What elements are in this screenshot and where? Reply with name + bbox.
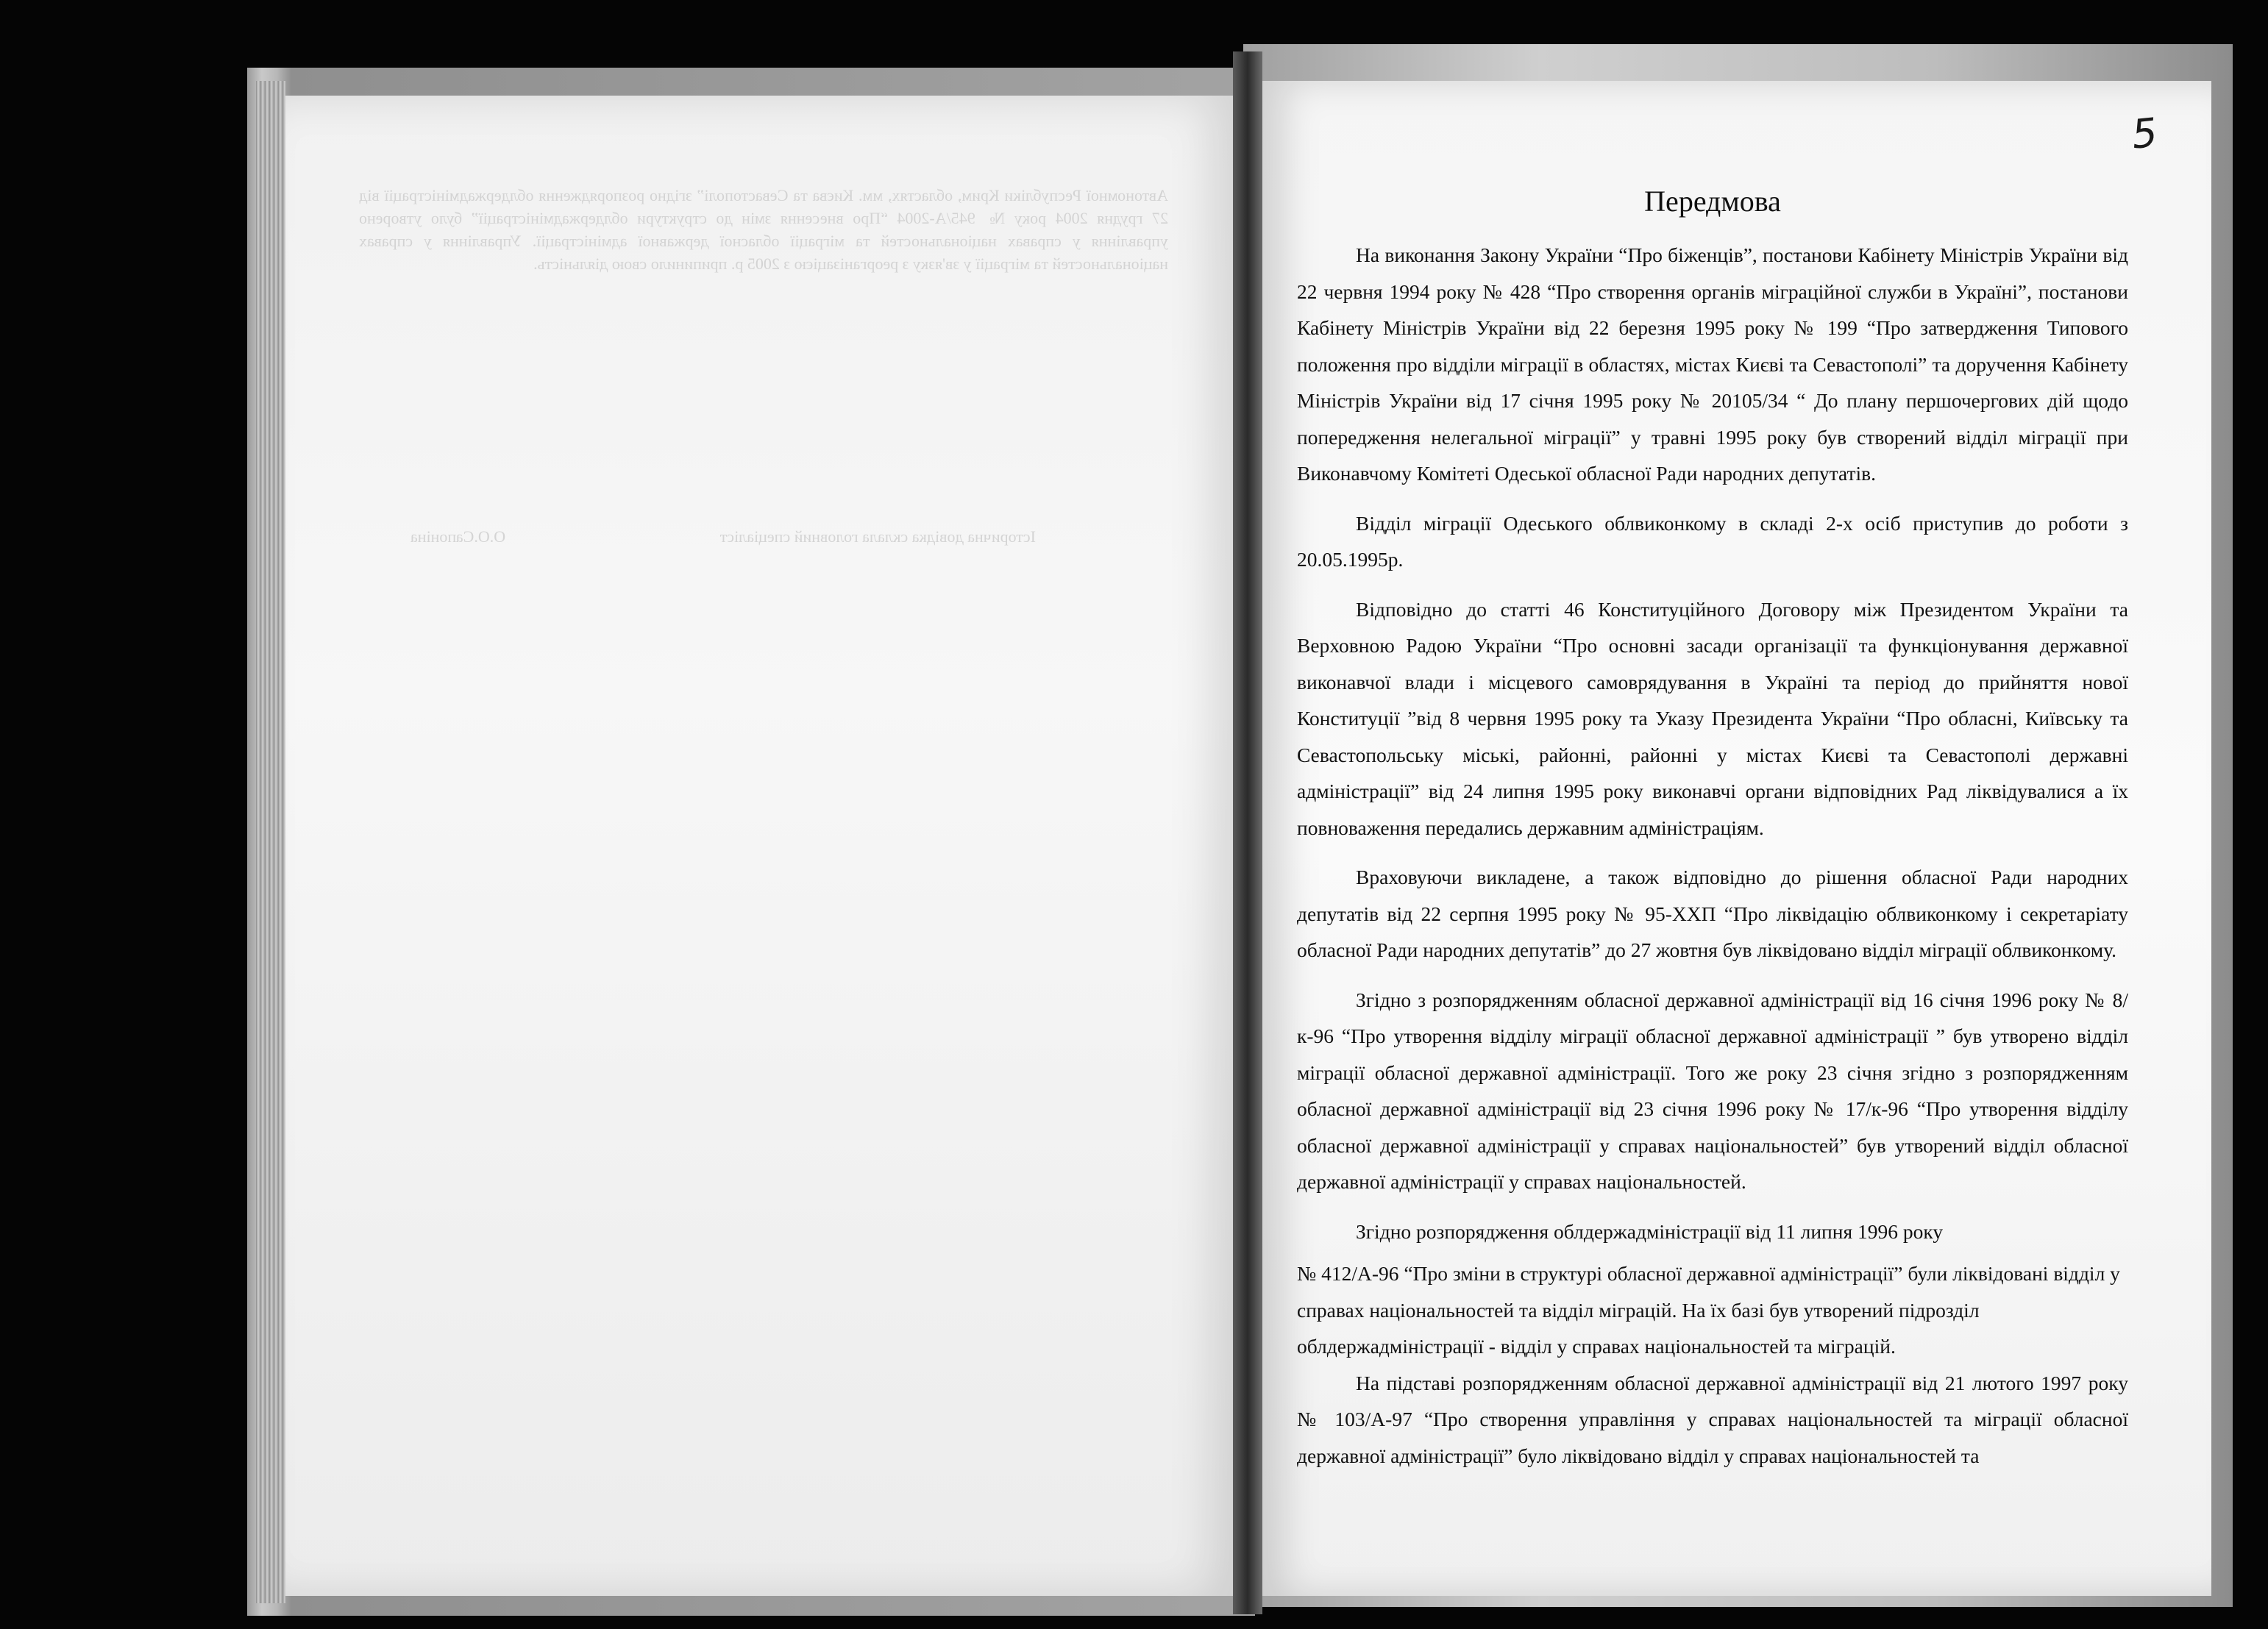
paragraph: На виконання Закону України “Про біженців”, постанови Кабінету Міністрів України від 22 червня 1994 року № 428 “Про створення органів міграційної служби в Україні”, постанови Кабінету Міністрів України від 22 березня 1995 року № 199 “Про затвердження Типового положення про відділи міграції в областях, містах Києві та Севастополі” та доручення Кабінету Міністрів України від 17 січня 1995 року № 20105/34 “ До плану першочергових дій щодо попередження нелегальної міграції” у травні 1995 року був створений відділ міграції при Виконавчому Комітеті Одеської обласної Ради народних депутатів. bbox=[1297, 243, 2128, 485]
handwritten-page-number: 5 bbox=[2129, 109, 2160, 158]
paragraph: Враховуючи викладене, а також відповідно до рішення обласної Ради народних депутатів від 22 серпня 1995 року № 95-ХХП “Про ліквідацію облвиконкому і секретаріату обласної Ради народних депутатів” до 27 жовтня був ліквідовано відділ міграції облвиконкому. bbox=[1297, 866, 2128, 961]
paragraph: Відповідно до статті 46 Конституційного Договору між Президентом України та Верховною Радою України “Про основні засади організації та функціонування державної виконавчої влади і місцевого самоврядування в Україні та період до прийняття нової Конституції ”від 8 червня 1995 року та Указу Президента України “Про обласні, Київську та Севастопольську міські, районні, районні у містах Києві та Севастополі державні адміністрації” від 24 липня 1995 року виконавчі органи відповідних Рад ліквідувалися а їх повноваження передались державним адміністраціям. bbox=[1297, 597, 2128, 839]
bleed-through-paragraph: Автономної Республіки Крим, областях, мм. Києва та Севастополі” згідно розпорядження облдержадміністрації від 27 грудня 2004 року № 945/А-2004 “Про внесення змін до структури облдержадміністрації” було утворено управління у справах національностей та міграції обласної державної адміністрації. Управління у справах національностей та міграції у зв'язку з реорганізацією з 2005 р. припинило свою діяльність. bbox=[359, 186, 1168, 273]
bleed-through-text bbox=[359, 184, 1168, 548]
paragraph: Згідно розпорядження облдержадміністрації від 11 липня 1996 року bbox=[1356, 1219, 1944, 1243]
book-gutter bbox=[1233, 51, 1262, 1614]
bleed-through-signature-title: Історична довідка склала головний спеціаліст bbox=[719, 527, 1036, 546]
paragraph: На підставі розпорядженням обласної державної адміністрації від 21 лютого 1997 року № 103/А-97 “Про створення управління у справах національностей та міграції обласної державної адміністрації” було ліквідовано відділ у справах національностей та bbox=[1297, 1371, 2128, 1467]
paragraph: Відділ міграції Одеського облвиконкому в складі 2-х осіб приступив до роботи з 20.05.1995р. bbox=[1297, 511, 2128, 571]
bleed-through-signature-name: О.О.Сапоніна bbox=[410, 527, 506, 546]
left-page bbox=[285, 96, 1240, 1596]
bleed-through-signature bbox=[410, 525, 1036, 548]
page-title: Передмова bbox=[1644, 185, 1781, 218]
paragraph: Згідно з розпорядженням обласної державної адміністрації від 16 січня 1996 року № 8/к-96 “Про утворення відділу міграції обласної державної адміністрації ” був утворено відділ міграції обласної державної адміністрації. Того же року 23 січня згідно з розпорядженням обласної державної адміністрації від 23 січня 1996 року № 17/к-96 “Про утворення відділу обласної державної адміністрації у справах національностей” був утворений відділ обласної державної адміністрації у справах національностей. bbox=[1297, 988, 2128, 1193]
document-body bbox=[1297, 237, 2128, 1474]
cover-edge-stripes bbox=[256, 81, 285, 1603]
paragraph-continuation: № 412/А-96 “Про зміни в структурі обласної державної адміністрації” були ліквідовані відділ у справах національностей та відділ міграцій. На їх базі був утворений підрозділ облдержадміністрації - відділ у справах національностей та міграцій. bbox=[1297, 1262, 2120, 1358]
